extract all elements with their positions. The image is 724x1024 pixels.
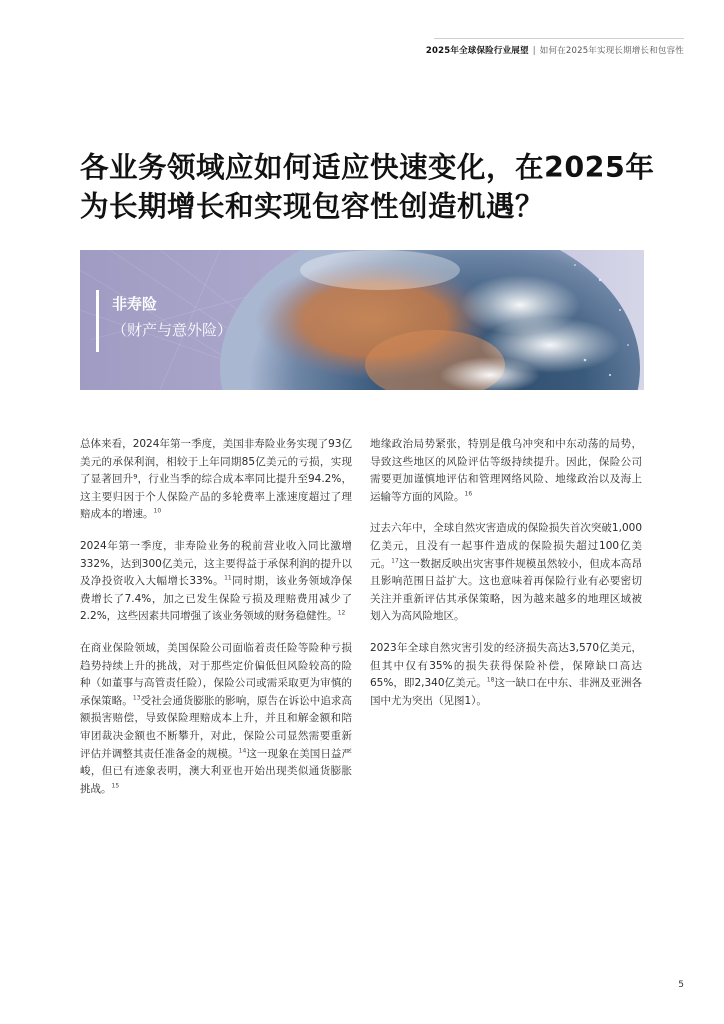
paragraph-text: 总体来看，2024年第一季度，美国非寿险业务实现了93亿美元的承保利润，相较于上年同期85亿美元的亏损，实现了显著回升⁹，行业当季的综合成本率同比提升至94.2%，这主要归因于个人保险产品的多轮费率上涨速度超过了理赔成本的增速。: [80, 438, 352, 521]
page-title: [80, 148, 670, 226]
report-title: 2025年全球保险行业展望: [425, 46, 529, 56]
banner-subtitle: （财产与意外险）: [112, 321, 233, 339]
footnote-ref: 18: [486, 676, 495, 684]
paragraph: [370, 436, 642, 506]
header-rule: [434, 38, 684, 39]
paragraph-text: 2023年全球自然灾害引发的经济损失高达3,570亿美元，但其中仅有35%的损失获得保险补偿，保障缺口高达65%，即2,340亿美元。: [370, 641, 642, 690]
paragraph-text: 同时期，该业务领域净保费增长了7.4%，加之已发生保险亏损及理赔费用减少了2.2%，这些因素共同增强了该业务领域的财务稳健性。: [80, 575, 353, 623]
left-column: [80, 436, 352, 812]
paragraph-text: 这一数据反映出灾害事件规模虽然较小，但成本高昂且影响范围日益扩大。这也意味着再保险行业有必要密切关注并重新评估其承保策略，因为越来越多的地理区域被划入为高风险地区。: [370, 557, 643, 623]
footnote-ref: 11: [224, 574, 232, 582]
paragraph-text: 在商业保险领域，美国保险公司面临着责任险等险种亏损趋势持续上升的挑战，对于那些定价偏低但风险较高的险种（如董事与高管责任险），保险公司或需采取更为审慎的承保策略。: [80, 641, 352, 707]
paragraph-text: 这一现象在美国日益严峻，但已有迹象表明，澳大利亚也开始出现类似通货膨胀挑战。: [80, 747, 353, 795]
footnote-ref: 14: [238, 747, 247, 754]
footnote-ref: 12: [337, 609, 346, 617]
section-title: 如何在2025年实现长期增长和包容性: [539, 46, 684, 56]
header-separator: |: [532, 46, 536, 56]
paragraph-text: 受社会通货膨胀的影响，原告在诉讼中追求高额损害赔偿，导致保险理赔成本上升，并且和解金额和陪审团裁决金额也不断攀升，对此，保险公司显然需要重新评估并调整其责任准备金的规模。: [80, 694, 353, 760]
page-number: 5: [678, 980, 684, 990]
section-banner: [80, 250, 644, 390]
page-title-line-1: 各业务领域应如何适应快速变化，在2025年: [80, 151, 655, 184]
page-title-line-2: 为长期增长和实现包容性创造机遇？: [80, 190, 545, 223]
paragraph: [370, 520, 642, 626]
paragraph: [80, 640, 352, 798]
running-header: [426, 44, 684, 56]
right-column: [370, 436, 642, 724]
footnote-ref: 15: [111, 782, 120, 790]
footnote-ref: 10: [153, 507, 162, 515]
paragraph-text: 过去六年中，全球自然灾害造成的保险损失首次突破1,000亿美元，且没有一起事件造成的保险损失超过100亿美元。: [370, 522, 642, 570]
paragraph: [370, 640, 642, 710]
banner-accent-bar: [96, 290, 99, 352]
footnote-ref: 17: [391, 557, 399, 565]
paragraph-text: 地缘政治局势紧张，特别是俄乌冲突和中东动荡的局势，导致这些地区的风险评估等级持续提升。因此，保险公司需要更加谨慎地评估和管理网络风险、地缘政治以及海上运输等方面的风险。: [370, 438, 642, 503]
banner-title: 非寿险: [112, 295, 158, 313]
paragraph-text: 2024年第一季度，非寿险业务的税前营业收入同比激增332%，达到300亿美元，这主要得益于承保利润的提升以及净投资收入大幅增长33%。: [80, 539, 352, 588]
paragraph: [80, 436, 352, 524]
paragraph-text: 这一缺口在中东、非洲及亚洲各国中尤为突出（见图1）。: [370, 677, 642, 707]
paragraph: [80, 538, 352, 626]
footnote-ref: 16: [464, 490, 473, 498]
footnote-ref: 13: [132, 694, 141, 702]
